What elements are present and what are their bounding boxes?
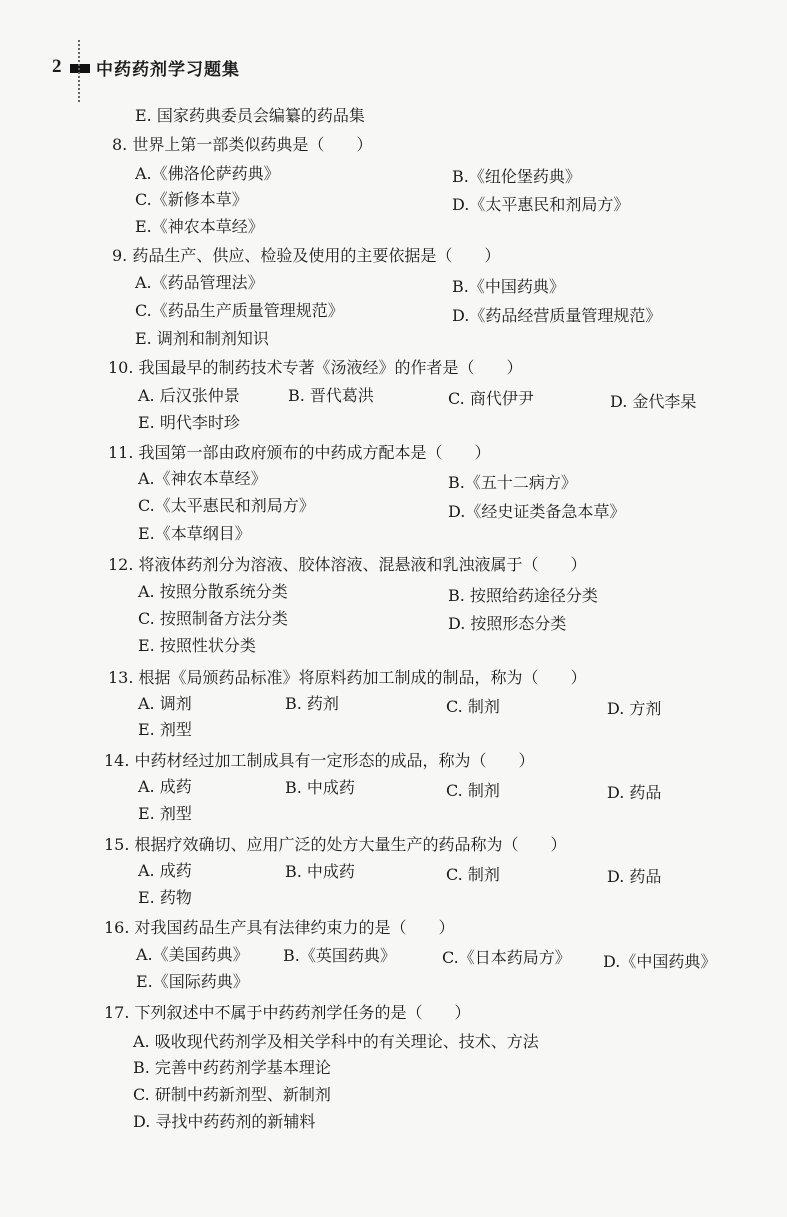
option-a: A.《美国药典》 bbox=[136, 945, 249, 964]
question-stem: 16. 对我国药品生产具有法律约束力的是（ ） bbox=[104, 918, 455, 937]
header-bar-decoration bbox=[70, 64, 90, 73]
option-e: E. 剂型 bbox=[138, 720, 192, 739]
option-c: C.《日本药局方》 bbox=[442, 948, 571, 967]
option-b: B.《五十二病方》 bbox=[448, 473, 577, 492]
option-e: E. 国家药典委员会编纂的药品集 bbox=[135, 106, 365, 125]
question-stem: 11. 我国第一部由政府颁布的中药成方配本是（ ） bbox=[108, 443, 491, 462]
option-e: E. 按照性状分类 bbox=[138, 636, 256, 655]
option-c: C. 制剂 bbox=[446, 865, 500, 884]
option-b: B. 完善中药药剂学基本理论 bbox=[133, 1058, 331, 1077]
option-d: D. 按照形态分类 bbox=[448, 614, 567, 633]
option-a: A. 按照分散系统分类 bbox=[138, 582, 288, 601]
option-b: B. 按照给药途径分类 bbox=[448, 586, 598, 605]
option-e: E.《神农本草经》 bbox=[135, 217, 264, 236]
option-e: E. 明代李时珍 bbox=[138, 413, 240, 432]
option-c: C. 按照制备方法分类 bbox=[138, 609, 288, 628]
option-a: A.《药品管理法》 bbox=[135, 273, 264, 292]
header-dotted-rule bbox=[78, 40, 80, 102]
option-a: A.《神农本草经》 bbox=[138, 469, 267, 488]
question-stem: 13. 根据《局颁药品标准》将原料药加工制成的制品，称为（ ） bbox=[108, 668, 587, 687]
option-e: E.《国际药典》 bbox=[136, 972, 249, 991]
option-c: C.《药品生产质量管理规范》 bbox=[135, 301, 344, 320]
question-stem: 10. 我国最早的制药技术专著《汤液经》的作者是（ ） bbox=[108, 358, 523, 377]
option-d: D.《经史证类备急本草》 bbox=[448, 502, 626, 521]
option-a: A. 后汉张仲景 bbox=[138, 386, 240, 405]
option-d: D. 金代李杲 bbox=[610, 392, 697, 411]
option-c: C.《新修本草》 bbox=[135, 190, 248, 209]
option-d: D.《太平惠民和剂局方》 bbox=[452, 195, 630, 214]
option-a: A.《佛洛伦萨药典》 bbox=[135, 164, 280, 183]
option-c: C. 制剂 bbox=[446, 781, 500, 800]
question-stem: 14. 中药材经过加工制成具有一定形态的成品，称为（ ） bbox=[104, 751, 535, 770]
question-stem: 17. 下列叙述中不属于中药药剂学任务的是（ ） bbox=[104, 1003, 471, 1022]
option-e: E.《本草纲目》 bbox=[138, 524, 251, 543]
option-e: E. 剂型 bbox=[138, 804, 192, 823]
option-c: C. 商代伊尹 bbox=[448, 389, 534, 408]
question-stem: 8. 世界上第一部类似药典是（ ） bbox=[112, 135, 373, 154]
option-a: A. 调剂 bbox=[138, 694, 192, 713]
option-e: E. 调剂和制剂知识 bbox=[135, 329, 269, 348]
option-d: D. 药品 bbox=[607, 867, 662, 886]
option-a: A. 成药 bbox=[138, 861, 192, 880]
option-b: B.《纽伦堡药典》 bbox=[452, 167, 581, 186]
option-b: B. 中成药 bbox=[285, 778, 355, 797]
option-a: A. 吸收现代药剂学及相关学科中的有关理论、技术、方法 bbox=[133, 1032, 539, 1051]
question-stem: 12. 将液体药剂分为溶液、胶体溶液、混悬液和乳浊液属于（ ） bbox=[108, 555, 587, 574]
book-title: 中药药剂学习题集 bbox=[96, 60, 240, 80]
option-b: B. 药剂 bbox=[285, 694, 339, 713]
option-c: C. 制剂 bbox=[446, 697, 500, 716]
option-b: B. 中成药 bbox=[285, 862, 355, 881]
option-d: D. 药品 bbox=[607, 783, 662, 802]
option-c: C.《太平惠民和剂局方》 bbox=[138, 496, 315, 515]
option-d: D.《中国药典》 bbox=[603, 952, 717, 971]
option-c: C. 研制中药新剂型、新制剂 bbox=[133, 1085, 331, 1104]
question-stem: 15. 根据疗效确切、应用广泛的处方大量生产的药品称为（ ） bbox=[104, 835, 567, 854]
option-e: E. 药物 bbox=[138, 888, 192, 907]
page-number: 2 bbox=[52, 56, 62, 77]
page-header bbox=[0, 0, 787, 100]
option-d: D. 方剂 bbox=[607, 699, 662, 718]
question-stem: 9. 药品生产、供应、检验及使用的主要依据是（ ） bbox=[112, 246, 501, 265]
option-b: B.《中国药典》 bbox=[452, 277, 565, 296]
option-a: A. 成药 bbox=[138, 777, 192, 796]
option-b: B.《英国药典》 bbox=[283, 946, 396, 965]
option-b: B. 晋代葛洪 bbox=[288, 386, 374, 405]
option-d: D.《药品经营质量管理规范》 bbox=[452, 306, 662, 325]
option-d: D. 寻找中药药剂的新辅料 bbox=[133, 1112, 316, 1131]
